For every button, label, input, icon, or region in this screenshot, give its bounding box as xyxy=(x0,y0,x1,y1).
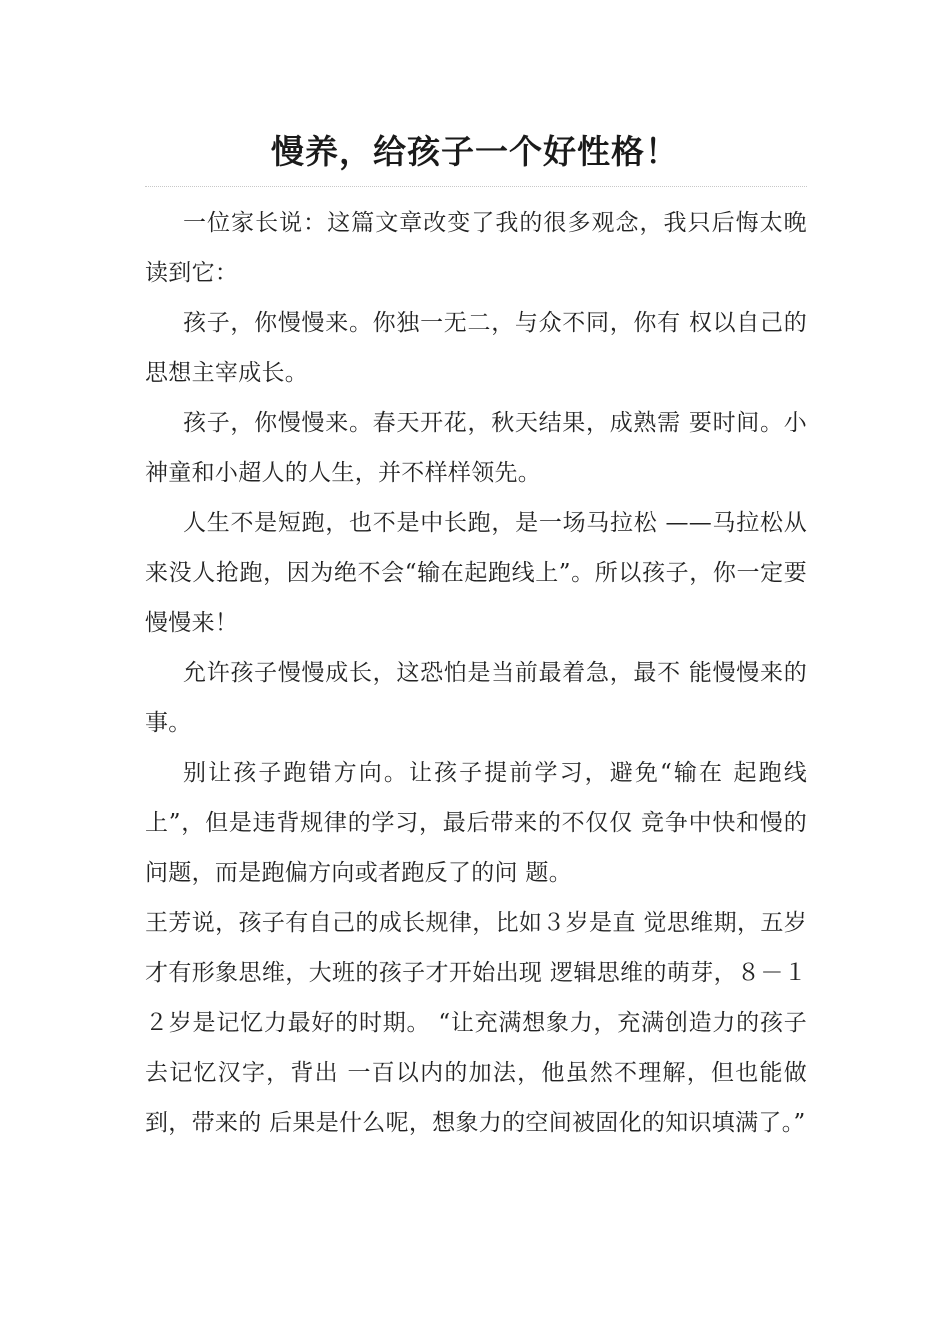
paragraph-unique: 孩子，你慢慢来。你独一无二，与众不同，你有 权以自己的思想主宰成长。 xyxy=(145,310,807,386)
paragraph-allow-growth: 允许孩子慢慢成长，这恐怕是当前最着急，最不 能慢慢来的事。 xyxy=(145,660,807,736)
paragraph-direction: 别让孩子跑错方向。让孩子提前学习，避免“输在 起跑线上”，但是违背规律的学习，最后带来的不仅仅 竞争中快和慢的问题，而是跑偏方向或者跑反了的问 题。 xyxy=(145,760,807,886)
paragraph-seasons: 孩子，你慢慢来。春天开花，秋天结果，成熟需 要时间。小神童和小超人的人生，并不样样领先。 xyxy=(145,410,807,486)
document-body xyxy=(145,198,807,1148)
paragraph-intro: 一位家长说：这篇文章改变了我的很多观念，我只后悔太晚读到它： xyxy=(145,210,807,286)
title-divider xyxy=(145,186,807,187)
document-title: 慢养，给孩子一个好性格！ xyxy=(271,132,679,171)
paragraph-marathon: 人生不是短跑，也不是中长跑，是一场马拉松 ——马拉松从来没人抢跑，因为绝不会“输在起跑线上”。所以孩子，你一定要慢慢来！ xyxy=(145,510,807,636)
paragraph-wangfang: 王芳说，孩子有自己的成长规律，比如３岁是直 觉思维期，五岁才有形象思维，大班的孩子才开始出现 逻辑思维的萌芽，８－１２岁是记忆力最好的时期。 “让充满想象力，充满创造力的孩子去记忆汉字，背出 一百以内的加法，他虽然不理解，但也能做到，带来的 后果是什么呢，想象力的空间被固化的知识填满了。” xyxy=(145,910,807,1136)
